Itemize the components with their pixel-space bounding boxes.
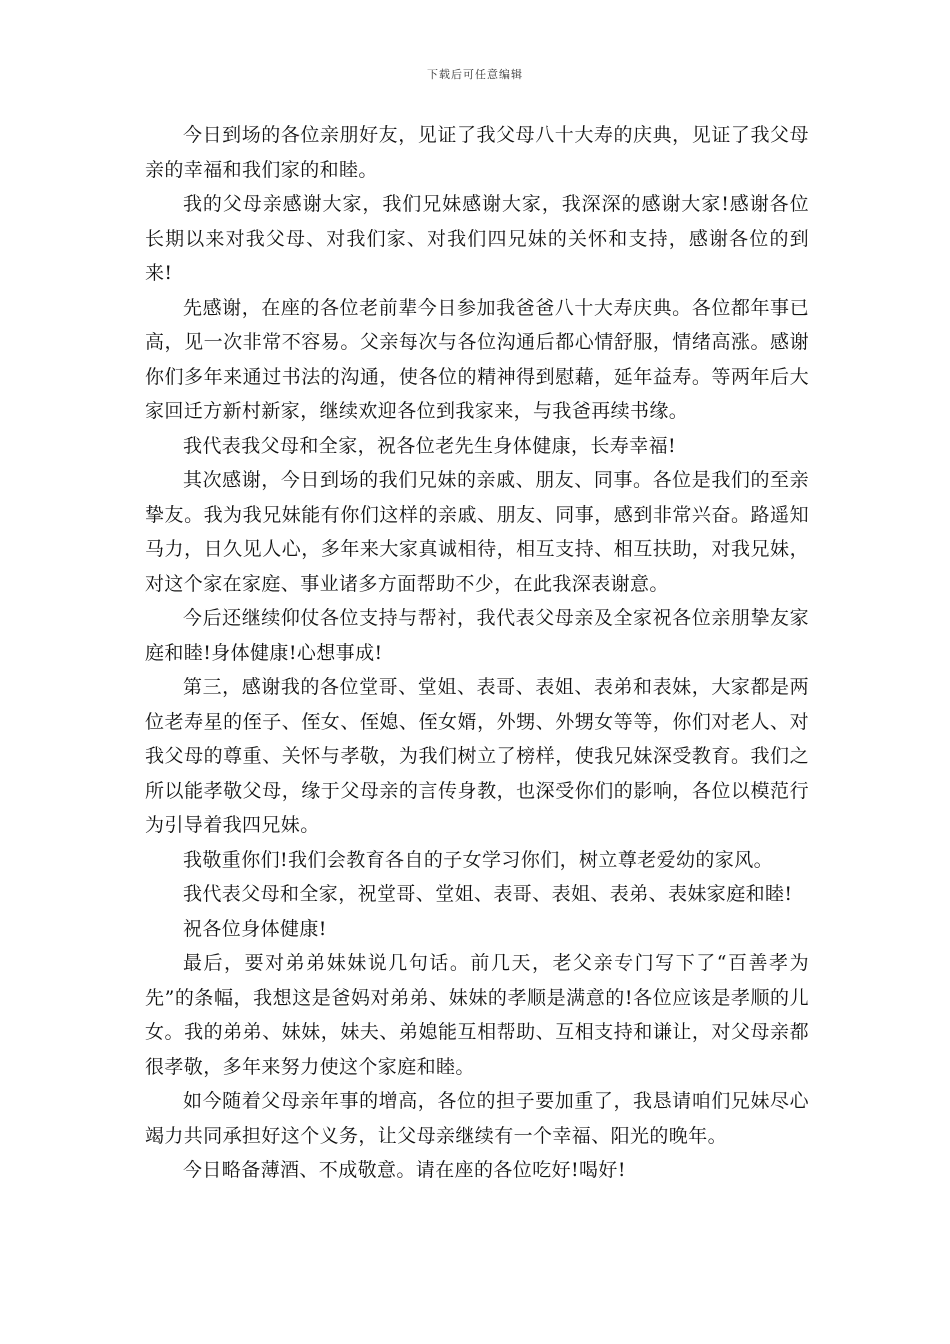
paragraph: 我敬重你们!我们会教育各自的子女学习你们，树立尊老爱幼的家风。: [183, 848, 774, 871]
paragraph: 其次感谢，今日到场的我们兄妹的亲戚、朋友、同事。各位是我们的至亲挚友。我为我兄妹能有你们这样的亲戚、朋友、同事，感到非常兴奋。路遥知马力，日久见人心，多年来大家真诚相待，相互支持、相互扶助，对我兄妹，对这个家在家庭、事业诸多方面帮助不少，在此我深表谢意。: [145, 469, 809, 595]
paragraph: 今日到场的各位亲朋好友，见证了我父母八十大寿的庆典，见证了我父母亲的幸福和我们家的和睦。: [145, 124, 809, 181]
paragraph: 最后，要对弟弟妹妹说几句话。前几天，老父亲专门写下了“百善孝为先”的条幅，我想这是爸妈对弟弟、妹妹的孝顺是满意的!各位应该是孝顺的儿女。我的弟弟、妹妹，妹夫、弟媳能互相帮助、互相支持和谦让，对父母亲都很孝敬，多年来努力使这个家庭和睦。: [145, 952, 809, 1078]
page-header-note: 下载后可任意编辑: [427, 68, 523, 81]
paragraph: 先感谢，在座的各位老前辈今日参加我爸爸八十大寿庆典。各位都年事已高，见一次非常不容易。父亲每次与各位沟通后都心情舒服，情绪高涨。感谢你们多年来通过书法的沟通，使各位的精神得到慰藉，延年益寿。等两年后大家回迁方新村新家，继续欢迎各位到我家来，与我爸再续书缘。: [145, 296, 809, 422]
paragraph: 我的父母亲感谢大家，我们兄妹感谢大家，我深深的感谢大家!感谢各位长期以来对我父母、对我们家、对我们四兄妹的关怀和支持，感谢各位的到来!: [145, 193, 809, 284]
paragraph: 我代表我父母和全家，祝各位老先生身体健康，长寿幸福!: [183, 434, 677, 457]
paragraph: 第三，感谢我的各位堂哥、堂姐、表哥、表姐、表弟和表妹，大家都是两位老寿星的侄子、侄女、侄媳、侄女婿，外甥、外甥女等等，你们对老人、对我父母的尊重、关怀与孝敬，为我们树立了榜样，使我兄妹深受教育。我们之所以能孝敬父母，缘于父母亲的言传身教，也深受你们的影响，各位以模范行为引导着我四兄妹。: [145, 676, 809, 836]
paragraph: 如今随着父母亲年事的增高，各位的担子要加重了，我恳请咱们兄妹尽心竭力共同承担好这个义务，让父母亲继续有一个幸福、阳光的晚年。: [145, 1090, 809, 1147]
speech-body: [145, 118, 809, 1188]
paragraph: 祝各位身体健康!: [183, 917, 327, 940]
paragraph: 今后还继续仰仗各位支持与帮衬，我代表父母亲及全家祝各位亲朋挚友家庭和睦!身体健康!心想事成!: [145, 607, 809, 664]
paragraph: 今日略备薄酒、不成敬意。请在座的各位吃好!喝好!: [183, 1159, 626, 1181]
paragraph: 我代表父母和全家，祝堂哥、堂姐、表哥、表姐、表弟、表妹家庭和睦!: [183, 883, 793, 905]
